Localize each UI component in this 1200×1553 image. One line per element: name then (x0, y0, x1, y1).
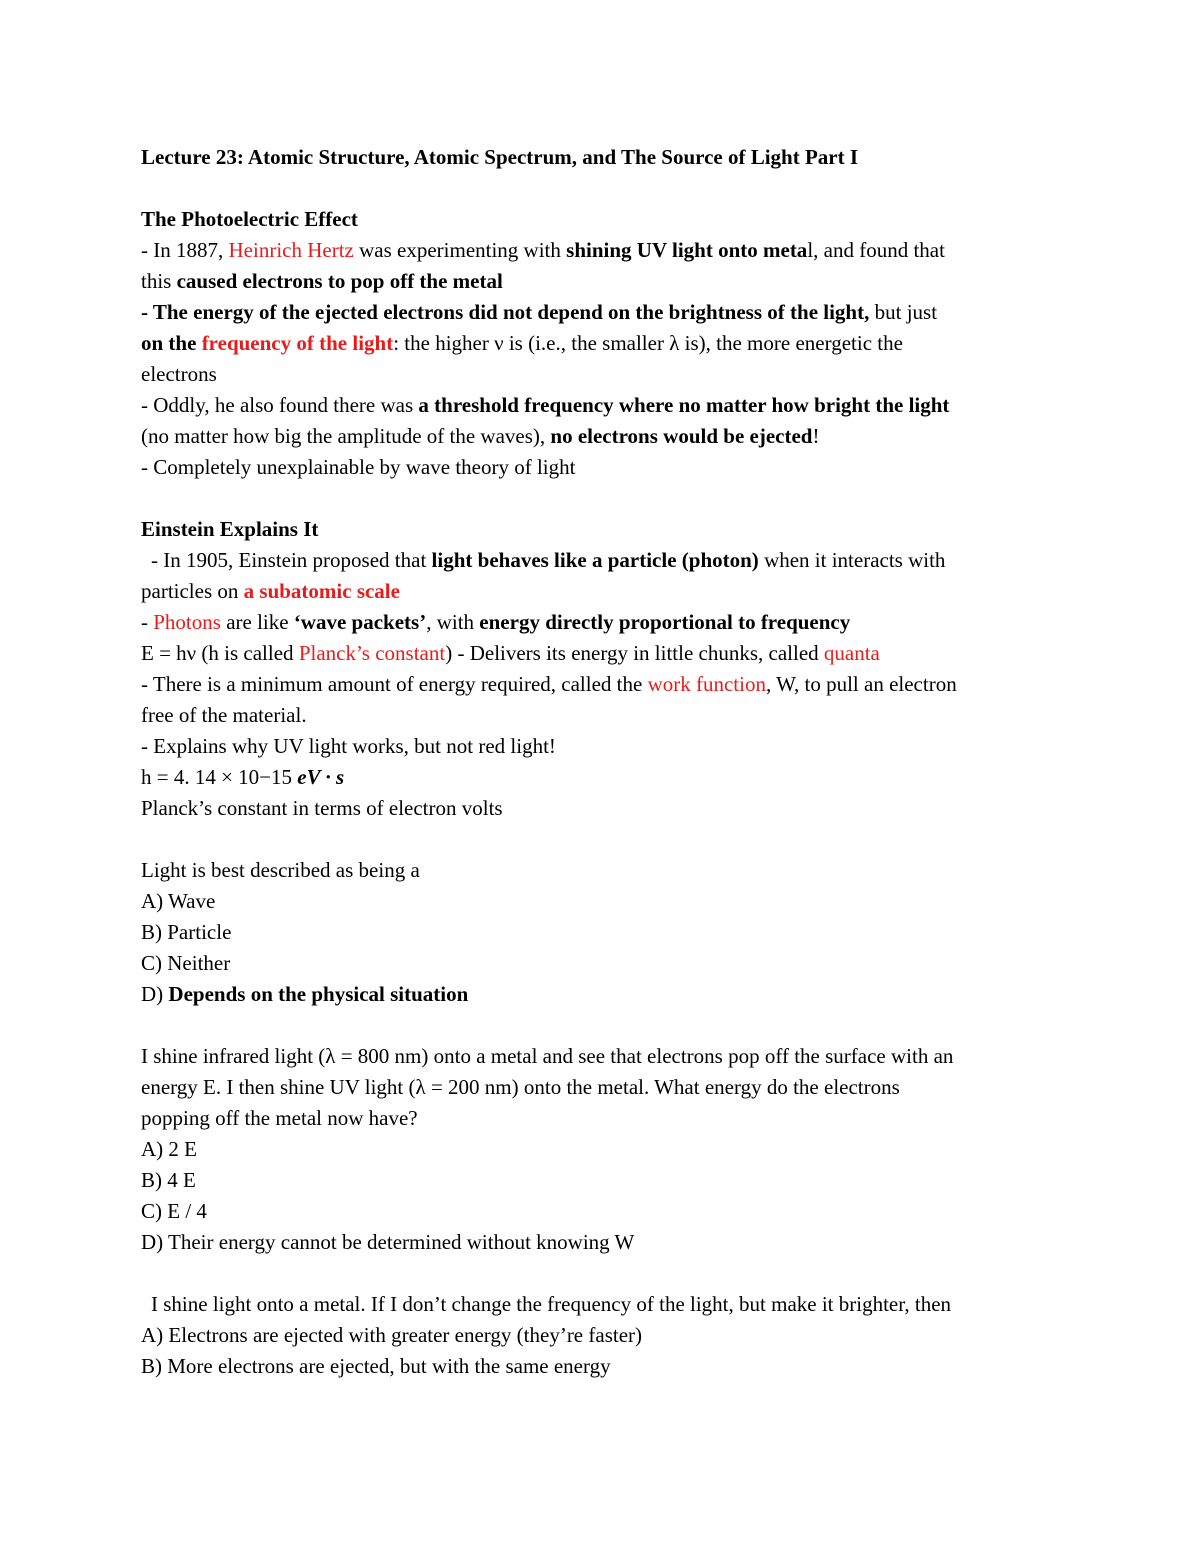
q1-option-c: C) Neither (141, 951, 231, 975)
highlight-frequency: frequency of the light (201, 331, 394, 355)
photoelectric-line-1 (141, 235, 1080, 266)
einstein-line-9: Planck’s constant in terms of electron volts (141, 796, 503, 820)
question-3: I shine light onto a metal. If I don’t change the frequency of the light, but make it brighter, then (151, 1292, 952, 1316)
text-run: - (141, 610, 154, 634)
highlight-photons: Photons (153, 610, 221, 634)
text-run: , with (426, 610, 480, 634)
bold-run: a threshold frequency where no matter how bright the light (418, 393, 950, 417)
text-run: D) (141, 982, 169, 1006)
einstein-line-6: free of the material. (141, 703, 307, 727)
planck-equation (141, 762, 1080, 793)
photoelectric-line-2 (141, 266, 1080, 297)
einstein-line-5 (141, 669, 1080, 700)
q2-option-b: B) 4 E (141, 1168, 196, 1192)
text-run: are like (220, 610, 294, 634)
text-run: - In 1887, (141, 238, 229, 262)
q3-option-a: A) Electrons are ejected with greater energy (they’re faster) (141, 1323, 643, 1347)
spacer (141, 1010, 1080, 1041)
bold-run: ‘wave packets’ (293, 610, 427, 634)
text-run: this (141, 269, 177, 293)
question-2-line-1: I shine infrared light (λ = 800 nm) onto a metal and see that electrons pop off the surface with an (141, 1044, 954, 1068)
text-run: E = hν (h is called (141, 641, 299, 665)
einstein-line-1 (141, 545, 1080, 576)
q2-option-c: C) E / 4 (141, 1199, 207, 1223)
spacer (141, 173, 1080, 204)
photoelectric-line-5: electrons (141, 362, 217, 386)
bold-run: no electrons would be ejected (550, 424, 813, 448)
q1-option-b: B) Particle (141, 920, 232, 944)
text-run: particles on (141, 579, 244, 603)
text-run: ! (812, 424, 820, 448)
spacer (141, 483, 1080, 514)
text-run: - There is a minimum amount of energy required, called the (141, 672, 648, 696)
highlight-subatomic: a subatomic scale (243, 579, 400, 603)
text-run: but just (869, 300, 938, 324)
bold-run: - The energy of the ejected electrons did not depend on the brightness of the light, (141, 300, 870, 324)
highlight-hertz: Heinrich Hertz (228, 238, 354, 262)
question-2-line-3: popping off the metal now have? (141, 1106, 418, 1130)
section-heading-photoelectric: The Photoelectric Effect (141, 207, 358, 231)
einstein-line-3 (141, 607, 1080, 638)
equation-units: eV · s (297, 765, 345, 789)
photoelectric-line-6 (141, 390, 1080, 421)
q1-option-d (141, 979, 1080, 1010)
highlight-planck: Planck’s constant (298, 641, 446, 665)
photoelectric-line-8: - Completely unexplainable by wave theory of light (141, 455, 576, 479)
q3-option-b: B) More electrons are ejected, but with the same energy (141, 1354, 611, 1378)
question-2-line-2: energy E. I then shine UV light (λ = 200 nm) onto the metal. What energy do the electrons (141, 1075, 900, 1099)
bold-run: caused electrons to pop off the metal (176, 269, 503, 293)
text-run: h = 4. 14 × 10−15 (141, 765, 298, 789)
photoelectric-line-3 (141, 297, 1080, 328)
text-run: , W, to pull an electron (765, 672, 957, 696)
section-heading-einstein: Einstein Explains It (141, 517, 319, 541)
lecture-title: Lecture 23: Atomic Structure, Atomic Spectrum, and The Source of Light Part I (141, 145, 859, 169)
question-1: Light is best described as being a (141, 858, 420, 882)
photoelectric-line-4 (141, 328, 1080, 359)
text-run: - Oddly, he also found there was (141, 393, 419, 417)
bold-run: shining UV light onto meta (566, 238, 808, 262)
text-run: when it interacts with (758, 548, 946, 572)
bold-run: energy directly proportional to frequency (479, 610, 851, 634)
spacer (141, 824, 1080, 855)
text-run: l, and found that (807, 238, 945, 262)
bold-run: on the (141, 331, 202, 355)
highlight-work-function: work function (647, 672, 766, 696)
einstein-line-4 (141, 638, 1080, 669)
bold-run: Depends on the physical situation (168, 982, 469, 1006)
bold-run: light behaves like a particle (photon) (431, 548, 759, 572)
q2-option-a: A) 2 E (141, 1137, 197, 1161)
spacer (141, 1258, 1080, 1289)
highlight-quanta: quanta (823, 641, 880, 665)
text-run: : the higher ν is (i.e., the smaller λ is), the more energetic the (393, 331, 903, 355)
text-run: - In 1905, Einstein proposed that (151, 548, 432, 572)
q2-option-d: D) Their energy cannot be determined without knowing W (141, 1230, 635, 1254)
text-run: was experimenting with (353, 238, 567, 262)
einstein-line-7: - Explains why UV light works, but not red light! (141, 734, 556, 758)
photoelectric-line-7 (141, 421, 1080, 452)
text-run: (no matter how big the amplitude of the waves), (141, 424, 551, 448)
q1-option-a: A) Wave (141, 889, 216, 913)
text-run: ) - Delivers its energy in little chunks, called (445, 641, 824, 665)
einstein-line-2 (141, 576, 1080, 607)
